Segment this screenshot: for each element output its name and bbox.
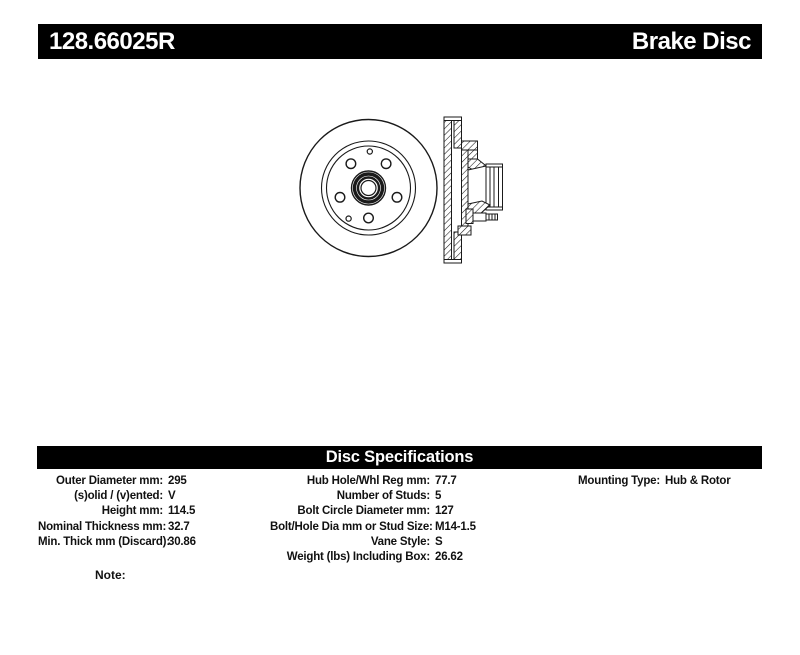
note-label: Note:	[95, 568, 126, 582]
spec-value: 5	[435, 490, 442, 503]
spec-value: 30.86	[168, 535, 196, 548]
spec-label: Mounting Type:	[578, 475, 660, 487]
spec-row	[38, 520, 196, 535]
spec-label: Weight (lbs) Including Box:	[286, 550, 430, 563]
product-title: Brake Disc	[631, 27, 751, 55]
spec-row	[270, 535, 476, 550]
spec-label: Nominal Thickness mm:	[38, 520, 167, 533]
spec-value: 127	[435, 505, 454, 518]
spec-value: M14-1.5	[435, 520, 476, 533]
part-number: 128.66025R	[49, 27, 175, 55]
hub-face-edge	[327, 146, 411, 230]
front-view	[300, 120, 437, 257]
spec-row	[38, 489, 196, 504]
wheel-stud-shaft	[473, 213, 486, 221]
spec-row	[38, 504, 196, 519]
spec-row	[270, 504, 476, 519]
hub-flange-top	[462, 141, 478, 150]
hub-bore-rings	[352, 171, 386, 205]
spec-value: S	[435, 535, 443, 548]
disc-outer-edge	[300, 120, 437, 257]
spec-label: Bolt Circle Diameter mm:	[297, 505, 430, 518]
spec-value: Hub & Rotor	[665, 475, 731, 487]
spec-label: Min. Thick mm (Discard):	[38, 535, 170, 548]
spec-column-middle	[270, 474, 476, 565]
spec-value: 114.5	[168, 505, 196, 518]
spec-label: Height mm:	[101, 505, 163, 518]
spec-row	[270, 489, 476, 504]
section-header-bar	[37, 446, 762, 469]
spec-row	[270, 474, 476, 489]
spec-value: V	[168, 490, 176, 503]
spec-value: 32.7	[168, 520, 190, 533]
spec-row	[38, 535, 196, 550]
rotor-rim-bottom	[444, 260, 462, 264]
spec-value: 295	[168, 475, 187, 487]
friction-surface-edge	[322, 141, 416, 235]
rotor-plate-inboard-bottom	[454, 232, 462, 263]
side-view-cross-section	[444, 117, 503, 263]
spec-row	[535, 474, 731, 489]
rotor-rim-top	[444, 117, 462, 121]
spec-row	[38, 474, 196, 489]
rotor-plate-outboard	[444, 117, 452, 263]
spec-label: Bolt/Hole Dia mm or Stud Size:	[270, 520, 433, 533]
hub-flange-bottom	[458, 226, 471, 235]
spec-label: (s)olid / (v)ented:	[74, 490, 163, 503]
spec-value: 26.62	[435, 550, 463, 563]
spec-column-right	[535, 474, 731, 489]
spec-row	[270, 550, 476, 565]
wheel-stud-base	[466, 209, 473, 224]
spec-row	[270, 520, 476, 535]
lug-holes	[335, 159, 402, 223]
rotor-plate-inboard-top	[454, 117, 462, 148]
spec-label: Number of Studs:	[336, 490, 430, 503]
section-title: Disc Specifications	[325, 448, 474, 466]
spec-label: Vane Style:	[370, 535, 430, 548]
spec-value: 77.7	[435, 475, 457, 487]
spec-label: Hub Hole/Whl Reg mm:	[306, 475, 430, 487]
spec-label: Outer Diameter mm:	[56, 475, 163, 487]
spec-column-left	[38, 474, 196, 550]
